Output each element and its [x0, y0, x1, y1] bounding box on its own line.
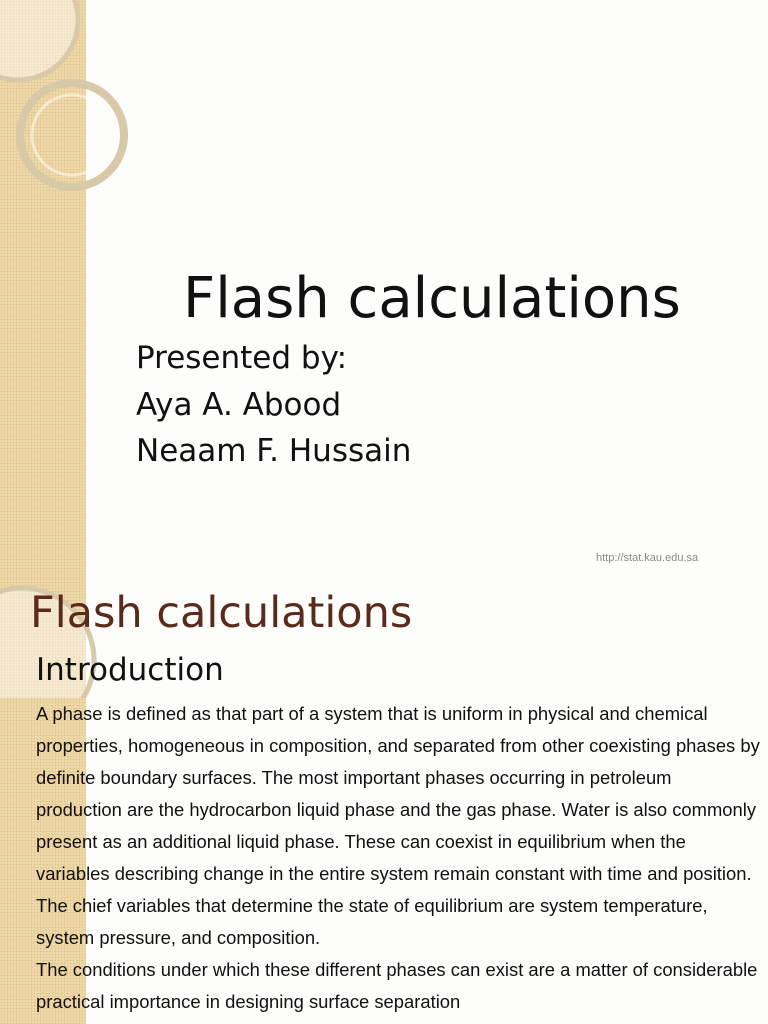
- slide-title: Flash calculations: [183, 266, 681, 331]
- section-heading: Introduction: [36, 652, 224, 688]
- slide-title: Flash calculations: [30, 588, 413, 638]
- presenter-name: Neaam F. Hussain: [136, 433, 412, 469]
- paragraph: The conditions under which these different phases can exist are a matter of considerable practical importance in designing surface separation: [36, 959, 758, 1012]
- presented-by-label: Presented by:: [136, 340, 348, 376]
- paragraph: A phase is defined as that part of a system that is uniform in physical and chemical properties, homogeneous in composition, and separated from other coexisting phases by definite boundary surfaces. The most important phases occurring in petroleum production are the hydrocarbon liquid phase and the gas phase. Water is also commonly present as an additional liquid phase. These can coexist in equilibrium when the variables describing change in the entire system remain constant with time and position. The chief variables that determine the state of equilibrium are system temperature, system pressure, and composition.: [36, 703, 760, 948]
- body-text: [36, 698, 761, 1018]
- source-url[interactable]: http://stat.kau.edu.sa: [596, 552, 699, 564]
- decorative-rings: [0, 0, 160, 200]
- content-slide: [0, 578, 768, 1024]
- presenter-name: Aya A. Abood: [136, 387, 342, 423]
